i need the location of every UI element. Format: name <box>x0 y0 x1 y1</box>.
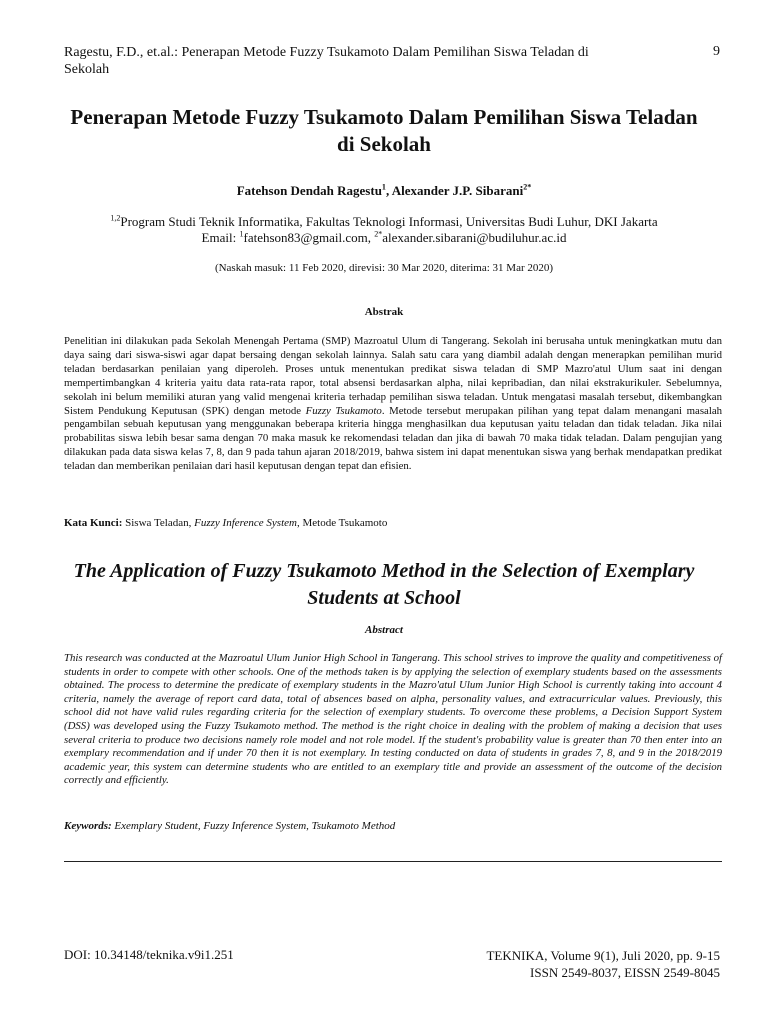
doi[interactable]: DOI: 10.34148/teknika.v9i1.251 <box>64 947 234 962</box>
journal-volume: TEKNIKA, Volume 9(1), Juli 2020, pp. 9-15 <box>486 948 720 963</box>
kata-kunci-text-2: , Metode Tsukamoto <box>296 517 388 529</box>
email-1[interactable]: fatehson83@gmail.com <box>243 230 368 245</box>
abstract-body: This research was conducted at the Mazroatul Ulum Junior High School in Tangerang. This school strives to improve the quality and competitiveness of students in order to compete with other schools. One of the methods taken is by applying the selection of exemplary students based on the assessments obtained. The process to determine the predicate of exemplary students in the Mazro'atul Ulum Junior High School is currently taking into account 4 criteria, namely the average of report card data, total of absences based on alpha, personality values, and extracurricular values. Previously, this school did not have valid rules regarding criteria for the selection of exemplary students. To overcome these problems, a Decision Support System (DSS) was developed using the Fuzzy Tsukamoto method. The method is the right choice in dealing with the problem of making a decision that uses several criteria to produce two decisions namely role model and not role model. If the student's probability value is greater than 70 then enter into an exemplary recommendation and if under 70 then it is not exemplary. In testing conducted on data of students in grades 7, 8, and 9 in the 2018/2019 academic year, this system can determine students who are entitled to an exemplary title and provide an assessment of the outcome of the decision correctly and efficiently. <box>64 652 722 787</box>
keywords <box>64 820 722 832</box>
section-divider <box>64 861 722 862</box>
journal-issn: ISSN 2549-8037, EISSN 2549-8045 <box>530 965 720 980</box>
author-1-affil-mark: 1 <box>381 182 386 192</box>
author-list <box>60 183 708 199</box>
kata-kunci-italic: Fuzzy Inference System <box>194 517 297 529</box>
running-head: Ragestu, F.D., et.al.: Penerapan Metode Fuzzy Tsukamoto Dalam Pemilihan Siswa Teladan di Sekolah <box>64 45 589 77</box>
abstract-heading: Abstract <box>365 624 403 636</box>
paper-title-indonesian: Penerapan Metode Fuzzy Tsukamoto Dalam Pemilihan Siswa Teladan di Sekolah <box>70 105 698 156</box>
keywords-text: Exemplary Student, Fuzzy Inference System, Tsukamoto Method <box>111 820 396 832</box>
abstrak-heading: Abstrak <box>364 306 404 318</box>
kata-kunci-label: Kata Kunci: <box>64 517 123 529</box>
author-1: Fatehson Dendah Ragestu <box>236 183 382 198</box>
kata-kunci-text-1: Siswa Teladan, <box>122 517 195 529</box>
author-separator: , <box>385 183 392 198</box>
email-label: Email: <box>201 230 240 245</box>
journal-info <box>380 947 720 981</box>
affiliation-text: Program Studi Teknik Informatika, Fakultas Teknologi Informasi, Universitas Budi Luhur, DKI Jakarta <box>120 214 658 229</box>
author-2-affil-mark: 2* <box>523 182 532 192</box>
affiliation-mark: 1,2 <box>110 213 121 223</box>
paper-title-english: The Application of Fuzzy Tsukamoto Method in the Selection of Exemplary Students at School <box>73 560 695 609</box>
affiliation <box>60 214 708 246</box>
abstrak-method-italic: Fuzzy Tsukamoto <box>305 404 382 417</box>
author-2: Alexander J.P. Sibarani <box>391 183 524 198</box>
abstrak-text-1: Penelitian ini dilakukan pada Sekolah Menengah Pertama (SMP) Mazroatul Ulum di Tangerang. Sekolah ini berusaha untuk meningkatkan mutu dan daya saing dari siswa-siswi agar dapat bersaing dengan sekolah lainnya. Salah satu cara yang diambil adalah dengan menerapkan pemilihan murid teladan berdasarkan penilaian yang diperoleh. Proses untuk menentukan predikat siswa teladan di SMP Mazro'atul Ulum saat ini dengan mempertimbangkan 4 kriteria yaitu data rata-rata rapor, total absensi berdasarkan alpha, nilai kepribadian, dan nilai ekstrakurikuler. Sebelumnya, sekolah ini belum memiliki aturan yang valid mengenai kriteria terhadap pemilihan siswa teladan. Untuk mengatasi masalah tersebut, dikembangkan Sistem Pendukung Keputusan (SPK) dengan metode <box>64 335 722 417</box>
affiliation-line <box>60 214 708 230</box>
email-2[interactable]: alexander.sibarani@budiluhur.ac.id <box>382 230 567 245</box>
email-1-mark: 1 <box>239 229 244 239</box>
abstrak-text-2: . Metode tersebut merupakan pilihan yang tepat dalam menangani masalah pengambilan sebuah keputusan yang menggunakan beberapa kriteria hingga menghasilkan dua keputusan yaitu teladan dan tidak teladan. Jika nilai probabilitas siswa lebih besar sama dengan 70 maka masuk ke rekomendasi teladan dan jika di bawah 70 maka tidak teladan. Dalam pengujian yang dilakukan pada data siswa kelas 7, 8, dan 9 pada tahun ajaran 2018/2019, bahwa sistem ini dapat menentukan siswa yang berhak mendapatkan predikat teladan dan memberikan penilaian dari hasil keputusan dengan tepat dan efisien. <box>64 404 723 473</box>
email-line <box>60 230 708 246</box>
email-separator: , <box>367 230 375 245</box>
email-2-mark: 2* <box>374 229 383 239</box>
abstrak-body <box>64 335 722 474</box>
page-number: 9 <box>713 44 720 59</box>
kata-kunci <box>64 517 722 529</box>
submission-dates: (Naskah masuk: 11 Feb 2020, direvisi: 30 Mar 2020, diterima: 31 Mar 2020) <box>214 262 554 274</box>
keywords-label: Keywords: <box>64 820 112 832</box>
